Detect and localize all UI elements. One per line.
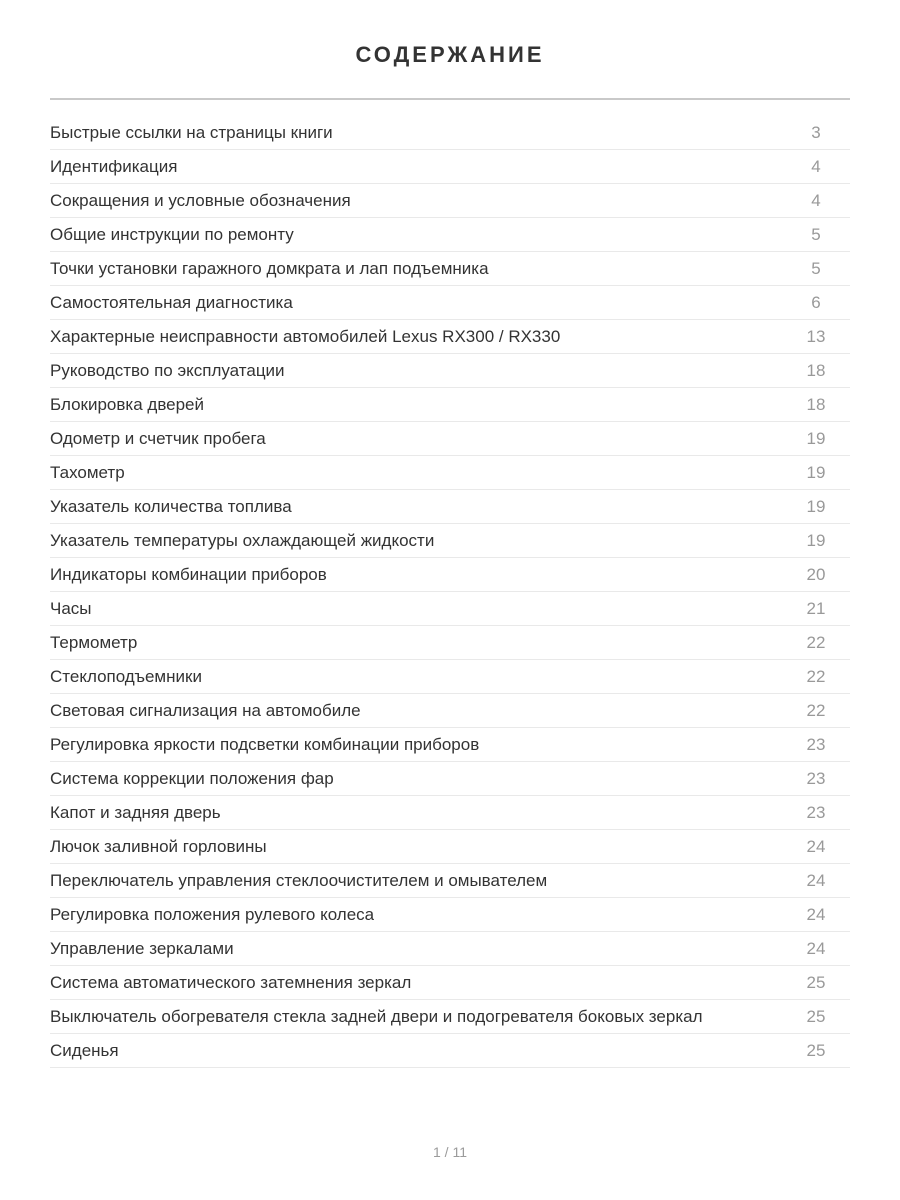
toc-row[interactable] [50,116,850,150]
toc-entry-page-number: 20 [806,564,826,584]
toc-entry-label: Термометр [50,632,138,652]
toc-entry-label: Одометр и счетчик пробега [50,428,266,448]
toc-entry-page-number: 24 [806,938,826,958]
toc-row[interactable] [50,966,850,1000]
toc-entry-page-number: 23 [806,734,826,754]
toc-entry-page-number: 4 [811,190,821,210]
toc-row[interactable] [50,1000,850,1034]
toc-entry-page-number: 19 [806,428,826,448]
toc-entry-label: Тахометр [50,462,125,482]
toc-row[interactable] [50,796,850,830]
toc-entry-label: Капот и задняя дверь [50,802,221,822]
toc-entry-page-number: 5 [811,224,821,244]
toc-entry-page-number: 19 [806,496,826,516]
page-title: СОДЕРЖАНИЕ [355,42,545,67]
toc-row[interactable] [50,456,850,490]
toc-entry-label: Система коррекции положения фар [50,768,334,788]
toc-row[interactable] [50,762,850,796]
toc-row[interactable] [50,354,850,388]
toc-entry-label: Индикаторы комбинации приборов [50,564,327,584]
toc-row[interactable] [50,558,850,592]
toc-row[interactable] [50,1034,850,1068]
toc-row[interactable] [50,286,850,320]
toc-entry-page-number: 6 [811,292,821,312]
toc-entry-label: Точки установки гаражного домкрата и лап подъемника [50,258,489,278]
toc-entry-label: Идентификация [50,156,178,176]
toc-row[interactable] [50,252,850,286]
toc-entry-page-number: 22 [806,632,826,652]
toc-entry-page-number: 25 [806,1006,826,1026]
toc-entry-page-number: 24 [806,836,826,856]
toc-entry-page-number: 3 [811,122,821,142]
toc-entry-page-number: 25 [806,1040,826,1060]
toc-row[interactable] [50,592,850,626]
toc-entry-label: Самостоятельная диагностика [50,292,293,312]
toc-entry-page-number: 5 [811,258,821,278]
toc-entry-page-number: 21 [806,598,826,618]
toc-entry-page-number: 19 [806,462,826,482]
toc-entry-page-number: 25 [806,972,826,992]
toc-row[interactable] [50,898,850,932]
toc-entry-label: Блокировка дверей [50,394,205,414]
toc-entry-page-number: 22 [806,700,826,720]
toc-entry-page-number: 23 [806,802,826,822]
toc-entry-page-number: 18 [806,394,826,414]
toc-entry-label: Лючок заливной горловины [50,836,267,856]
toc-entry-label: Система автоматического затемнения зеркал [50,972,412,992]
toc-entry-label: Регулировка положения рулевого колеса [50,904,375,924]
toc-entry-label: Указатель температуры охлаждающей жидкости [50,530,435,550]
toc-entry-label: Переключатель управления стеклоочистителем и омывателем [50,870,548,890]
toc-row[interactable] [50,524,850,558]
toc-entry-page-number: 24 [806,870,826,890]
toc-entry-label: Характерные неисправности автомобилей Lexus RX300 / RX330 [50,326,561,346]
toc-entry-label: Стеклоподъемники [50,666,202,686]
page-indicator: 1 / 11 [433,1144,467,1160]
toc-entry-label: Руководство по эксплуатации [50,360,285,380]
toc-entry-label: Световая сигнализация на автомобиле [50,700,361,720]
toc-row[interactable] [50,320,850,354]
toc-row[interactable] [50,490,850,524]
toc-row[interactable] [50,422,850,456]
toc-entry-label: Сокращения и условные обозначения [50,190,351,210]
toc-entry-page-number: 23 [806,768,826,788]
toc-entry-page-number: 19 [806,530,826,550]
toc-entry-page-number: 24 [806,904,826,924]
toc-entry-label: Регулировка яркости подсветки комбинации приборов [50,734,480,754]
toc-row[interactable] [50,184,850,218]
title-divider [50,98,850,100]
toc-entry-label: Сиденья [50,1040,119,1060]
toc-row[interactable] [50,218,850,252]
toc-row[interactable] [50,150,850,184]
toc-entry-label: Часы [50,598,92,618]
toc-row[interactable] [50,830,850,864]
toc-row[interactable] [50,932,850,966]
toc-entry-page-number: 22 [806,666,826,686]
toc-list [50,116,850,1068]
toc-entry-label: Указатель количества топлива [50,496,292,516]
toc-row[interactable] [50,660,850,694]
toc-row[interactable] [50,388,850,422]
toc-entry-page-number: 4 [811,156,821,176]
toc-row[interactable] [50,864,850,898]
toc-entry-page-number: 13 [806,326,826,346]
toc-entry-label: Управление зеркалами [50,938,234,958]
toc-entry-label: Выключатель обогревателя стекла задней двери и подогревателя боковых зеркал [50,1006,703,1026]
toc-entry-label: Общие инструкции по ремонту [50,224,294,244]
toc-row[interactable] [50,728,850,762]
toc-row[interactable] [50,626,850,660]
toc-entry-page-number: 18 [806,360,826,380]
toc-entry-label: Быстрые ссылки на страницы книги [50,122,333,142]
toc-row[interactable] [50,694,850,728]
